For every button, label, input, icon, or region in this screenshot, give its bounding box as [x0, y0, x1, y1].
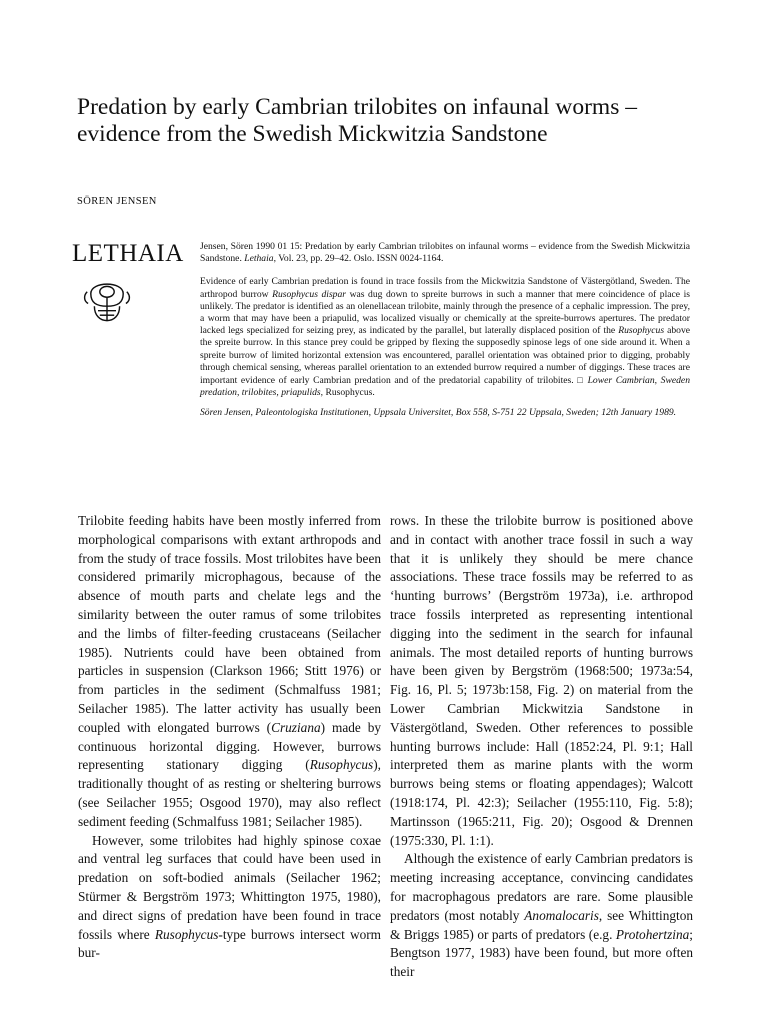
abstract-block: [200, 241, 690, 420]
author-name: SÖREN JENSEN: [77, 196, 157, 207]
body-column-left: [78, 512, 381, 963]
abstract-text: Evidence of early Cambrian predation is found in trace fossils from the Mickwitzia Sandstone of Västergötland, Sweden. The arthropod burrow Rusophycus dispar was dug down to spreite burrows in such a manner that mere coincidence of place is unlikely. The predator is identified as an olenellacean trilobite, mainly through the presence of a cephalic impression. The prey, a worm that may have been a priapulid, was localized visually or chemically at the spreite-burrows apertures. The predator lacked legs specialized for seizing prey, as indicated by the parallel, but laterally displaced position of the Rusophycus above the spreite burrow. In this stance prey could be gripped by flexing the supposedly spinose legs of one side around it. When a spreite burrow of limited horizontal extension was encountered, parallel orientation was obtained prior to digging, probably through chemical sensing, whereas parallel orientation to an extended burrow required a number of diggings. These traces are important evidence of early Cambrian predation and of the predatorial capability of trilobites. □ Lower Cambrian, Sweden predation, trilobites, priapulids, Rusophycus.: [200, 276, 690, 399]
paragraph: Although the existence of early Cambrian predators is meeting increasing acceptance, convincing candidates for macrophagous predators are rare. Some plausible predators (most notably Anomalocaris, see Whittington & Briggs 1985) or parts of predators (e.g. Protohertzina; Bengtson 1977, 1983) have been found, but more often their: [390, 851, 693, 980]
citation-journal: Lethaia: [244, 253, 274, 265]
paragraph: However, some trilobites had highly spinose coxae and ventral leg surfaces that could have been used in predation on soft-bodied animals (Seilacher 1962; Stürmer & Bergström 1973; Whittington 1975, 1980), and direct signs of predation have been found in trace fossils where Rusophycus-type burrows intersect worm bur-: [78, 832, 381, 961]
journal-logo: LETHAIA: [72, 240, 184, 267]
citation: Jensen, Sören 1990 01 15: Predation by early Cambrian trilobites on infaunal worms – evidence from the Swedish Mickwitzia Sandstone. Lethaia, Vol. 23, pp. 29–42. Oslo. ISSN 0024-1164.: [200, 241, 690, 265]
trilobite-emblem-icon: [80, 272, 134, 326]
body-column-right: [390, 512, 693, 982]
keyword-marker: □: [577, 375, 584, 386]
paragraph: rows. In these the trilobite burrow is positioned above and in contact with another trace fossil in such a way that it is unlikely they should be mere chance associations. These trace fossils may be referred to as ‘hunting burrows’ (Bergström 1973a), i.e. arthropod trace fossils interpreted as representing intentional digging into the sediment in the search for infaunal animals. The most detailed reports of hunting burrows have been given by Bergström (1968:500; 1973a:54, Fig. 16, Pl. 5; 1973b:158, Fig. 2) on material from the Lower Cambrian Mickwitzia Sandstone in Västergötland, Sweden. Other references to possible hunting burrows include: Hall (1852:24, Pl. 9:1; Hall interpreted them as marine plants with the worm burrows being stems or floating appendages); Walcott (1918:174, Pl. 42:3); Seilacher (1955:110, Fig. 5:8); Martinsson (1965:211, Fig. 20); Osgood & Drennen (1975:330, Pl. 1:1).: [390, 513, 693, 848]
paragraph: Trilobite feeding habits have been mostly inferred from morphological comparisons with extant arthropods and from the study of trace fossils. Most trilobites have been considered primarily microphagous, because of the absence of mouth parts and chelate legs and the similarity between the outer ramus of some trilobites and the limbs of filter-feeding crustaceans (Seilacher 1985). Nutrients could have been obtained from particles in suspension (Clarkson 1966; Stitt 1976) or from particles in the sediment (Schmalfuss 1981; Seilacher 1985). The latter activity has usually been coupled with elongated burrows (Cruziana) made by continuous horizontal digging. However, burrows representing stationary digging (Rusophycus), traditionally thought of as resting or sheltering burrows (see Seilacher 1955; Osgood 1970), may also reflect sediment feeding (Schmalfuss 1981; Seilacher 1985).: [78, 513, 381, 829]
author-address: Sören Jensen, Paleontologiska Institutionen, Uppsala Universitet, Box 558, S-751 22 Uppsala, Sweden; 12th January 1989.: [200, 407, 677, 419]
article-title: Predation by early Cambrian trilobites on infaunal worms – evidence from the Swedish Mickwitzia Sandstone: [77, 94, 637, 147]
keywords: Lower Cambrian, Sweden predation, trilobites, priapulids,: [200, 375, 690, 399]
